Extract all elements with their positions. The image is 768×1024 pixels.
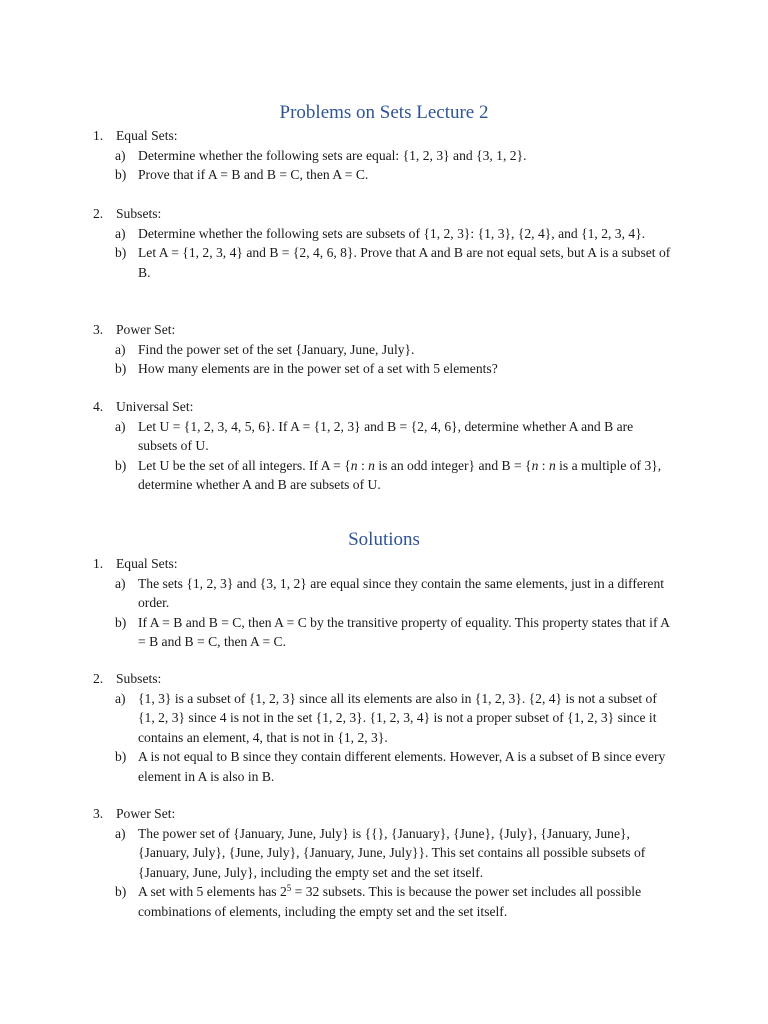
- solution-number: 1.: [93, 556, 104, 571]
- item-text: If A = B and B = C, then A = C by the transitive property of equality. This property states that if A = B and B = C, then A = C.: [138, 614, 670, 649]
- list-item: [115, 574, 693, 613]
- problem-number: 1.: [93, 128, 104, 143]
- list-item: [115, 613, 693, 652]
- problems-title: Problems on Sets Lecture 2: [279, 102, 489, 123]
- solution-3: [93, 804, 693, 921]
- solution-2: [93, 669, 693, 786]
- item-letter: a): [115, 575, 126, 591]
- item-text: Prove that if A = B and B = C, then A = C.: [138, 167, 369, 182]
- solution-1: [93, 554, 693, 652]
- solution-heading: Equal Sets:: [116, 556, 178, 571]
- list-item: [115, 243, 693, 282]
- item-letter: a): [115, 225, 126, 241]
- item-letter: a): [115, 418, 126, 434]
- item-letter: b): [115, 749, 127, 764]
- item-text: The sets {1, 2, 3} and {3, 1, 2} are equal since they contain the same elements, just in a different order.: [138, 575, 665, 610]
- item-letter: a): [115, 341, 126, 357]
- item-text: [138, 882, 673, 921]
- problem-3: [93, 320, 693, 379]
- solution-number: 2.: [93, 671, 104, 686]
- item-letter: b): [115, 245, 127, 260]
- problem-number: 3.: [93, 322, 104, 337]
- solution-heading: Power Set:: [116, 806, 176, 821]
- item-text-part: A set with 5 elements has 2: [138, 884, 287, 899]
- problem-4: [93, 397, 693, 495]
- math-variable: n: [368, 457, 375, 473]
- item-text: Find the power set of the set {January, June, July}.: [138, 341, 415, 357]
- math-variable: n: [548, 457, 556, 473]
- item-letter: b): [115, 614, 127, 630]
- item-text: Determine whether the following sets are subsets of {1, 2, 3}: {1, 3}, {2, 4}, and {1, 2, 3, 4}.: [138, 225, 646, 241]
- item-text-part: is a multiple of 3}, determine whether A and B are subsets of U.: [138, 457, 662, 492]
- item-letter: b): [115, 884, 127, 899]
- item-letter: b): [115, 361, 127, 376]
- item-text-part: :: [538, 457, 549, 473]
- item-text: {1, 3} is a subset of {1, 2, 3} since all its elements are also in {1, 2, 3}. {2, 4} is not a subset of {1, 2, 3} since 4 is not in the set {1, 2, 3}. {1, 2, 3, 4} is not a proper subset of {1, 2, 3} since it contains an element, 4, that is not in {1, 2, 3}.: [138, 690, 657, 745]
- item-letter: b): [115, 167, 127, 182]
- item-letter: a): [115, 147, 126, 163]
- list-item: [115, 165, 693, 185]
- list-item: [115, 882, 693, 921]
- list-item: [115, 146, 693, 166]
- list-item: [115, 417, 693, 456]
- item-text-part: :: [357, 457, 369, 473]
- item-text: The power set of {January, June, July} is {{}, {January}, {June}, {July}, {January, June}, {January, July}, {June, July}, {January, June, July}}. This set contains all possible subsets of {January, June, July}, including the empty set and the set itself.: [138, 825, 646, 880]
- problem-2: [93, 204, 693, 282]
- list-item: [115, 824, 693, 883]
- item-text-part: is an odd integer} and B = {: [374, 457, 532, 473]
- list-item: [115, 359, 693, 379]
- item-text: Let U = {1, 2, 3, 4, 5, 6}. If A = {1, 2, 3} and B = {2, 4, 6}, determine whether A and B are subsets of U.: [138, 418, 634, 453]
- problem-heading: Power Set:: [116, 322, 176, 337]
- solutions-title: Solutions: [348, 529, 420, 550]
- math-variable: n: [350, 457, 358, 473]
- exponent: 5: [286, 883, 292, 893]
- list-item: [115, 689, 693, 748]
- problem-number: 4.: [93, 399, 104, 414]
- math-variable: n: [531, 457, 539, 473]
- list-item: [115, 747, 693, 786]
- item-text: How many elements are in the power set of a set with 5 elements?: [138, 361, 498, 376]
- item-letter: a): [115, 690, 126, 706]
- list-item: [115, 340, 693, 360]
- problem-heading: Universal Set:: [116, 399, 194, 414]
- item-text: Determine whether the following sets are equal: {1, 2, 3} and {3, 1, 2}.: [138, 147, 527, 163]
- solution-number: 3.: [93, 806, 104, 821]
- solution-heading: Subsets:: [116, 671, 162, 686]
- item-text: [138, 456, 673, 495]
- item-letter: b): [115, 457, 127, 473]
- problem-number: 2.: [93, 206, 104, 221]
- item-text-part: Let U be the set of all integers. If A = {: [138, 457, 351, 473]
- list-item: [115, 456, 693, 495]
- item-text-part: = 32 subsets. This is because the power set includes all possible combinations of elements, including the empty set and the set itself.: [138, 884, 642, 919]
- item-text: Let A = {1, 2, 3, 4} and B = {2, 4, 6, 8}. Prove that A and B are not equal sets, but A is a subset of B.: [138, 245, 671, 280]
- item-letter: a): [115, 825, 126, 841]
- list-item: [115, 224, 693, 244]
- problem-1: [93, 126, 693, 185]
- item-text: A is not equal to B since they contain different elements. However, A is a subset of B since every element in A is also in B.: [138, 749, 666, 784]
- problem-heading: Subsets:: [116, 206, 162, 221]
- problem-heading: Equal Sets:: [116, 128, 178, 143]
